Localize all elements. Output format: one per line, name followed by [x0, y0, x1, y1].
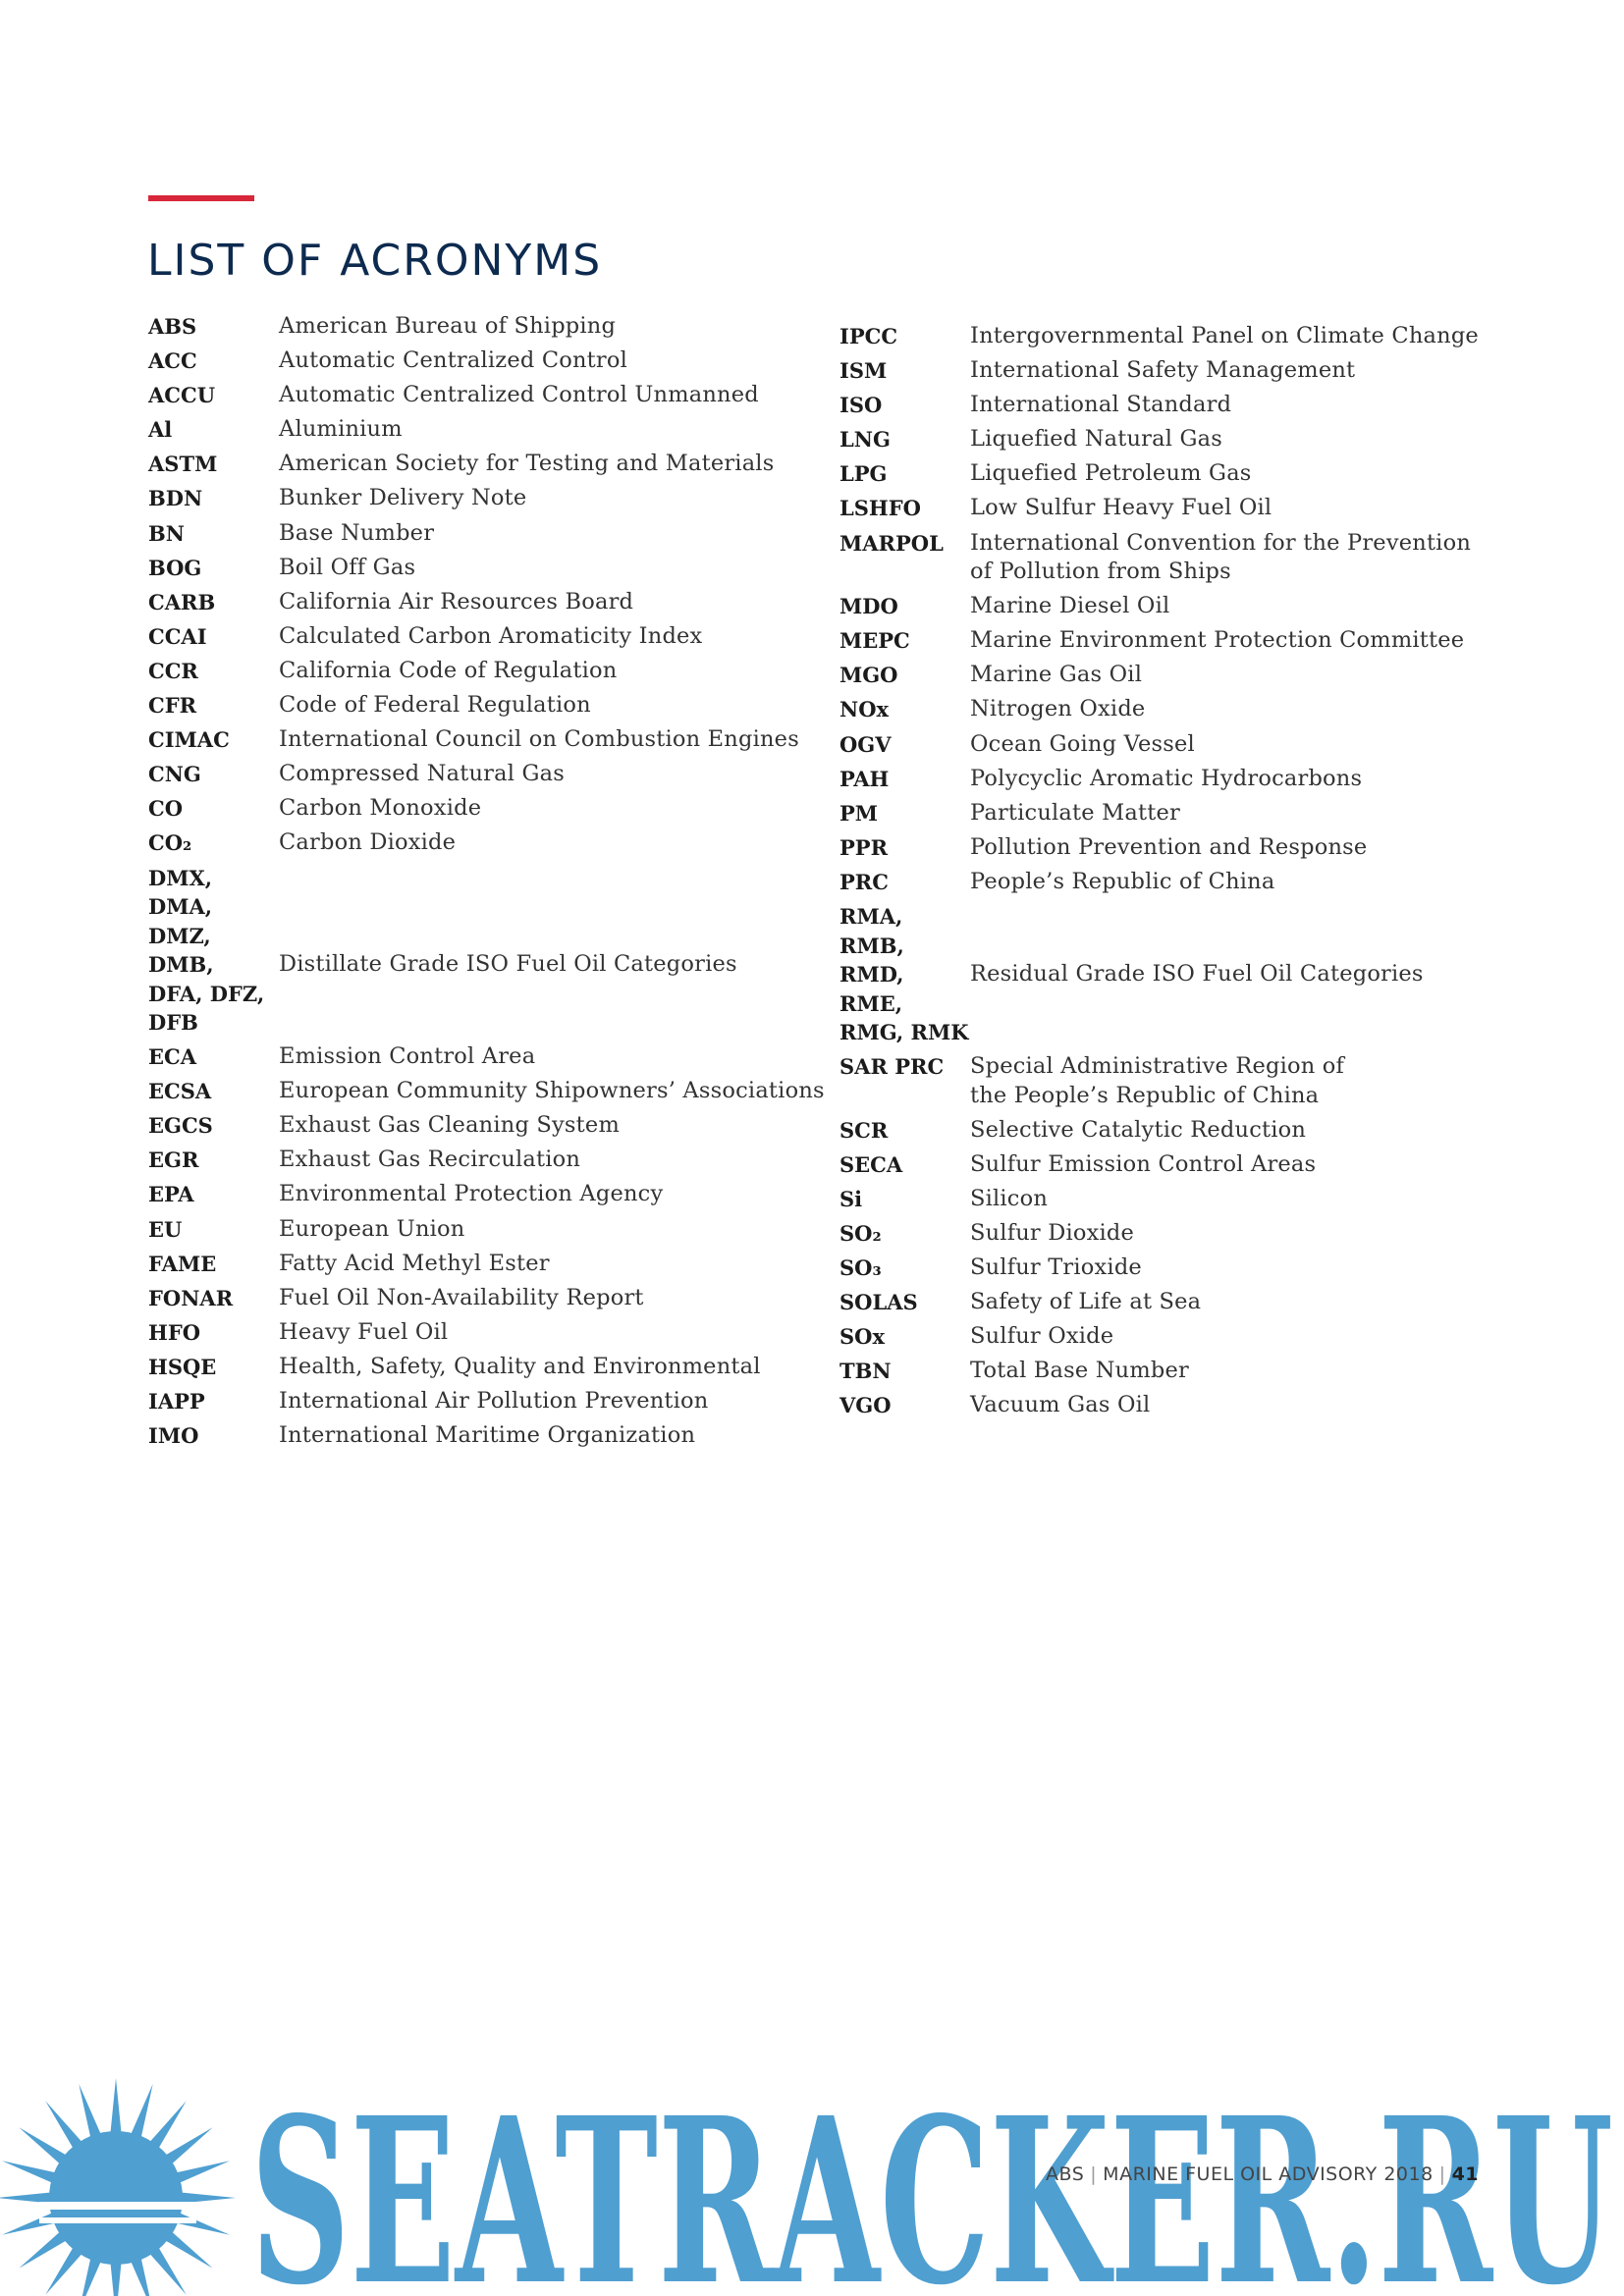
acronym-entry [839, 356, 1527, 386]
acronym-abbreviation: SOx [839, 1324, 885, 1350]
acronym-entry [148, 794, 836, 824]
acronym-meaning: Marine Gas Oil [970, 662, 1143, 688]
acronym-entry [839, 1150, 1527, 1180]
acronym-meaning: Health, Safety, Quality and Environmental [279, 1353, 761, 1379]
acronym-entry [839, 592, 1527, 621]
acronym-meaning: Marine Environment Protection Committee [970, 627, 1465, 654]
acronym-meaning: Exhaust Gas Recirculation [279, 1147, 581, 1173]
acronym-abbreviation: FONAR [148, 1285, 234, 1310]
acronym-abbreviation: CFR [148, 693, 197, 719]
acronym-meaning: Aluminium [279, 416, 403, 443]
acronym-abbreviation: Al [148, 417, 173, 443]
acronym-entry [148, 725, 836, 755]
acronym-abbreviation: Si [839, 1186, 863, 1211]
acronym-entry [148, 347, 836, 376]
acronym-entry [148, 588, 836, 617]
acronym-abbreviation: SOLAS [839, 1290, 918, 1315]
acronym-entry [839, 799, 1527, 828]
acronym-meaning: Pollution Prevention and Response [970, 833, 1368, 860]
acronym-abbreviation: CARB [148, 589, 216, 614]
acronym-column-right [839, 322, 1527, 1426]
acronym-abbreviation: LPG [839, 461, 888, 487]
acronym-abbreviation: EU [148, 1216, 183, 1242]
acronym-abbreviation: ECA [148, 1044, 197, 1070]
acronym-meaning: Special Administrative Region of the People’s Republic of China [970, 1053, 1345, 1108]
acronym-meaning: Carbon Dioxide [279, 829, 457, 856]
acronym-entry [839, 529, 1527, 587]
watermark-text: SEATRACKER.RU [250, 2089, 1613, 2295]
acronym-abbreviation: PRC [839, 869, 889, 894]
acronym-abbreviation: SECA [839, 1151, 903, 1177]
acronym-abbreviation: EPA [148, 1182, 194, 1207]
acronym-meaning: International Maritime Organization [279, 1422, 696, 1449]
acronym-meaning: European Union [279, 1215, 465, 1242]
acronym-entry [148, 622, 836, 652]
acronym-meaning: Distillate Grade ISO Fuel Oil Categories [279, 951, 737, 977]
acronym-entry [148, 312, 836, 342]
page-title: LIST OF ACRONYMS [147, 236, 603, 286]
acronym-meaning: International Air Pollution Prevention [279, 1388, 709, 1415]
acronym-entry [148, 1215, 836, 1245]
acronym-entry [148, 1077, 836, 1106]
acronym-entry [839, 833, 1527, 863]
acronym-entry [148, 1353, 836, 1382]
acronym-entry [148, 828, 836, 858]
acronym-column-left [148, 312, 836, 1456]
acronym-entry [839, 1185, 1527, 1214]
acronym-abbreviation: RMA, RMB, RMD, RME, RMG, RMK [839, 904, 969, 1044]
acronym-abbreviation: EGCS [148, 1113, 213, 1139]
acronym-entry [839, 902, 1527, 1047]
acronym-meaning: Calculated Carbon Aromaticity Index [279, 622, 703, 649]
acronym-abbreviation: SO₃ [839, 1255, 882, 1281]
acronym-entry [839, 765, 1527, 794]
acronym-abbreviation: DMX, DMA, DMZ, DMB, DFA, DFZ, DFB [148, 865, 265, 1035]
acronym-abbreviation: CO [148, 796, 184, 822]
acronym-meaning: American Bureau of Shipping [279, 313, 617, 339]
acronym-entry [839, 1219, 1527, 1249]
acronym-abbreviation: MEPC [839, 628, 910, 654]
acronym-abbreviation: NOx [839, 697, 890, 722]
acronym-entry [148, 1250, 836, 1279]
acronym-abbreviation: OGV [839, 731, 892, 757]
acronym-meaning: Liquefied Petroleum Gas [970, 460, 1252, 487]
acronym-abbreviation: CNG [148, 762, 201, 787]
acronym-meaning: Exhaust Gas Cleaning System [279, 1112, 620, 1139]
acronym-abbreviation: MGO [839, 663, 898, 688]
acronym-entry [839, 425, 1527, 454]
acronym-entry [839, 1322, 1527, 1352]
acronym-meaning: Nitrogen Oxide [970, 696, 1146, 722]
acronym-meaning: Carbon Monoxide [279, 795, 482, 822]
acronym-meaning: Marine Diesel Oil [970, 593, 1170, 619]
acronym-meaning: Vacuum Gas Oil [970, 1392, 1151, 1418]
acronym-abbreviation: EGR [148, 1148, 199, 1173]
acronym-meaning: Selective Catalytic Reduction [970, 1116, 1307, 1143]
acronym-abbreviation: IAPP [148, 1389, 205, 1415]
acronym-meaning: Low Sulfur Heavy Fuel Oil [970, 495, 1272, 521]
acronym-abbreviation: CO₂ [148, 830, 192, 856]
acronym-entry [148, 519, 836, 549]
acronym-meaning: Silicon [970, 1185, 1049, 1211]
acronym-entry [839, 1254, 1527, 1283]
acronym-abbreviation: BN [148, 520, 185, 546]
acronym-abbreviation: BOG [148, 555, 202, 580]
acronym-meaning: Sulfur Dioxide [970, 1219, 1135, 1246]
acronym-meaning: California Air Resources Board [279, 588, 634, 614]
acronym-meaning: Environmental Protection Agency [279, 1181, 664, 1207]
acronym-entry [839, 1357, 1527, 1386]
acronym-entry [839, 1116, 1527, 1146]
acronym-abbreviation: MARPOL [839, 530, 944, 556]
acronym-entry [148, 415, 836, 445]
acronym-entry [148, 760, 836, 789]
acronym-entry [839, 1391, 1527, 1420]
acronym-entry [839, 626, 1527, 656]
acronym-meaning: Heavy Fuel Oil [279, 1318, 449, 1345]
acronym-entry [148, 1318, 836, 1348]
acronym-meaning: Bunker Delivery Note [279, 485, 527, 511]
acronym-meaning: Sulfur Oxide [970, 1323, 1114, 1350]
acronym-meaning: International Standard [970, 392, 1232, 418]
acronym-meaning: International Convention for the Prevention of Pollution from Ships [970, 529, 1472, 585]
acronym-abbreviation: CIMAC [148, 727, 230, 753]
acronym-entry [148, 450, 836, 479]
footer-org: ABS [1046, 2163, 1085, 2185]
acronym-entry [148, 381, 836, 410]
acronym-entry [148, 1421, 836, 1451]
acronym-entry [148, 691, 836, 721]
acronym-abbreviation: ECSA [148, 1079, 212, 1104]
acronym-abbreviation: ISM [839, 358, 888, 384]
page-number: 41 [1451, 2163, 1480, 2185]
acronym-meaning: Compressed Natural Gas [279, 761, 566, 787]
acronym-abbreviation: MDO [839, 594, 898, 619]
acronym-abbreviation: ABS [148, 314, 197, 339]
acronym-meaning: Fatty Acid Methyl Ester [279, 1250, 550, 1276]
acronym-meaning: California Code of Regulation [279, 657, 618, 683]
acronym-entry [839, 661, 1527, 690]
acronym-abbreviation: BDN [148, 486, 203, 511]
acronym-entry [839, 494, 1527, 523]
acronym-meaning: Emission Control Area [279, 1043, 536, 1070]
acronym-meaning: Automatic Centralized Control Unmanned [279, 382, 759, 408]
acronym-abbreviation: SCR [839, 1117, 889, 1143]
acronym-entry [839, 730, 1527, 760]
acronym-abbreviation: CCAI [148, 623, 207, 649]
acronym-entry [839, 459, 1527, 489]
acronym-entry [839, 322, 1527, 351]
acronym-entry [839, 1052, 1527, 1110]
acronym-meaning: Code of Federal Regulation [279, 692, 591, 719]
acronym-meaning: Particulate Matter [970, 799, 1180, 826]
acronym-abbreviation: SO₂ [839, 1220, 882, 1246]
acronym-abbreviation: SAR PRC [839, 1054, 945, 1080]
acronym-abbreviation: HSQE [148, 1354, 217, 1379]
acronym-entry [839, 391, 1527, 420]
acronym-meaning: Liquefied Natural Gas [970, 426, 1223, 453]
acronym-abbreviation: IPCC [839, 324, 898, 348]
acronym-meaning: Fuel Oil Non-Availability Report [279, 1284, 644, 1310]
accent-rule [148, 195, 254, 201]
acronym-entry [148, 864, 836, 1038]
acronym-meaning: International Safety Management [970, 357, 1356, 384]
acronym-meaning: Sulfur Trioxide [970, 1255, 1142, 1281]
acronym-meaning: Residual Grade ISO Fuel Oil Categories [970, 961, 1424, 987]
acronym-meaning: American Society for Testing and Materials [279, 451, 775, 477]
acronym-entry [148, 1042, 836, 1072]
acronym-meaning: Polycyclic Aromatic Hydrocarbons [970, 765, 1363, 791]
footer-publication: MARINE FUEL OIL ADVISORY 2018 [1103, 2163, 1434, 2185]
acronym-meaning: European Community Shipowners’ Associations [279, 1078, 825, 1104]
page-footer: ABS | MARINE FUEL OIL ADVISORY 2018 | 41 [1046, 2163, 1480, 2185]
acronym-abbreviation: IMO [148, 1423, 199, 1449]
acronym-entry [839, 695, 1527, 724]
acronym-meaning: Safety of Life at Sea [970, 1289, 1202, 1315]
acronym-entry [148, 1387, 836, 1416]
acronym-entry [148, 657, 836, 686]
acronym-meaning: People’s Republic of China [970, 868, 1275, 894]
acronym-abbreviation: ASTM [148, 452, 218, 477]
acronym-abbreviation: TBN [839, 1359, 892, 1384]
acronym-abbreviation: CCR [148, 658, 198, 683]
acronym-entry [148, 554, 836, 583]
acronym-meaning: Boil Off Gas [279, 554, 416, 580]
acronym-entry [148, 1111, 836, 1141]
acronym-meaning: Total Base Number [970, 1358, 1189, 1384]
sun-icon [0, 2055, 245, 2296]
acronym-meaning: Intergovernmental Panel on Climate Change [970, 323, 1479, 348]
acronym-entry [148, 1180, 836, 1209]
acronym-entry [148, 484, 836, 513]
acronym-abbreviation: LNG [839, 427, 891, 453]
acronym-abbreviation: PPR [839, 834, 889, 860]
acronym-meaning: Base Number [279, 519, 435, 546]
acronym-abbreviation: ACCU [148, 383, 216, 408]
watermark-logo [250, 2089, 1615, 2295]
acronym-entry [148, 1284, 836, 1313]
acronym-abbreviation: VGO [839, 1393, 892, 1418]
acronym-meaning: Ocean Going Vessel [970, 730, 1195, 757]
acronym-meaning: International Council on Combustion Engines [279, 726, 799, 753]
acronym-abbreviation: HFO [148, 1319, 201, 1345]
acronym-meaning: Automatic Centralized Control [279, 347, 628, 374]
acronym-meaning: Sulfur Emission Control Areas [970, 1150, 1317, 1177]
acronym-abbreviation: PM [839, 800, 879, 826]
acronym-abbreviation: ISO [839, 393, 883, 418]
acronym-entry [839, 868, 1527, 897]
acronym-entry [148, 1146, 836, 1175]
acronym-abbreviation: ACC [148, 348, 197, 374]
acronym-abbreviation: FAME [148, 1251, 217, 1276]
acronym-abbreviation: PAH [839, 766, 890, 791]
acronym-abbreviation: LSHFO [839, 496, 921, 521]
acronym-entry [839, 1288, 1527, 1317]
